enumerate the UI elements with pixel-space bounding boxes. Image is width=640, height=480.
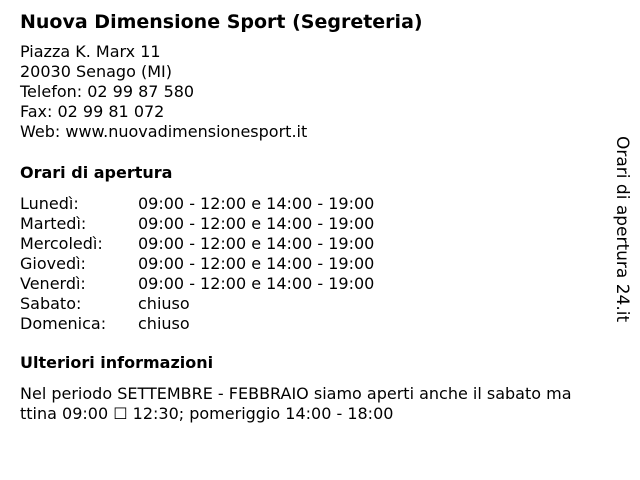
day-hours: 09:00 - 12:00 e 14:00 - 19:00 — [138, 274, 375, 293]
watermark-text: Orari di apertura 24.it — [612, 136, 632, 323]
day-hours: 09:00 - 12:00 e 14:00 - 19:00 — [138, 234, 375, 253]
hours-row-monday — [20, 194, 374, 214]
info-line: Nel periodo SETTEMBRE - FEBBRAIO siamo aperti anche il sabato ma — [20, 384, 572, 403]
hours-row-saturday — [20, 294, 374, 314]
day-label: Martedì: — [20, 214, 87, 233]
day-hours: chiuso — [138, 294, 190, 313]
fax-number: Fax: 02 99 81 072 — [20, 102, 165, 121]
opening-hours-table — [20, 194, 374, 334]
day-label: Sabato: — [20, 294, 82, 313]
day-hours: 09:00 - 12:00 e 14:00 - 19:00 — [138, 214, 375, 233]
day-hours: chiuso — [138, 314, 190, 333]
day-label: Mercoledì: — [20, 234, 103, 253]
address-city: 20030 Senago (MI) — [20, 62, 172, 81]
phone-number: Telefon: 02 99 87 580 — [20, 82, 195, 101]
day-hours: 09:00 - 12:00 e 14:00 - 19:00 — [138, 254, 375, 273]
additional-info-heading: Ulteriori informazioni — [20, 353, 214, 372]
hours-row-wednesday — [20, 234, 374, 254]
hours-row-sunday — [20, 314, 374, 334]
hours-row-thursday — [20, 254, 374, 274]
info-line: ttina 09:00 ☐ 12:30; pomeriggio 14:00 - 18:00 — [20, 404, 394, 423]
additional-info-text — [20, 384, 630, 424]
business-name: Nuova Dimensione Sport (Segreteria) — [20, 11, 423, 33]
website: Web: www.nuovadimensionesport.it — [20, 122, 308, 141]
day-label: Domenica: — [20, 314, 107, 333]
day-label: Giovedì: — [20, 254, 86, 273]
day-label: Venerdì: — [20, 274, 86, 293]
day-label: Lunedì: — [20, 194, 79, 213]
hours-row-tuesday — [20, 214, 374, 234]
address-street: Piazza K. Marx 11 — [20, 42, 161, 61]
opening-hours-heading: Orari di apertura — [20, 163, 173, 182]
hours-row-friday — [20, 274, 374, 294]
day-hours: 09:00 - 12:00 e 14:00 - 19:00 — [138, 194, 375, 213]
business-address-block — [20, 42, 307, 142]
